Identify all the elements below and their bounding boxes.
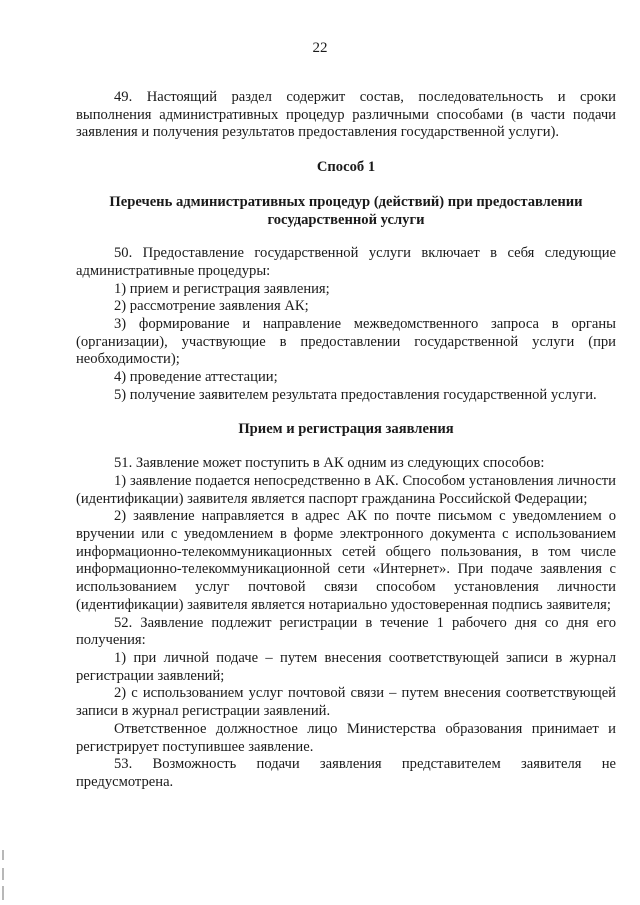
paragraph-50-item-2: 2) рассмотрение заявления АК; [114, 298, 309, 315]
paragraph-50-item-4: 4) проведение аттестации; [114, 369, 278, 386]
paragraph-51-item-1: 1) заявление подается непосредственно в АК. Способом установления личности (идентификации) заявителя является паспорт гражданина Российской Федерации; [76, 472, 616, 507]
paragraph-52-item-2: 2) с использованием услуг почтовой связи – путем внесения соответствующей записи в журнал регистрации заявлений. [76, 685, 616, 720]
paragraph-52: 52. Заявление подлежит регистрации в течение 1 рабочего дня со дня его получения: [76, 614, 616, 649]
scan-edge-mark [2, 868, 4, 880]
section-heading-intake: Прием и регистрация заявления [238, 420, 454, 437]
page-content [76, 89, 616, 792]
paragraph-50: 50. Предоставление государственной услуги включает в себя следующие административные процедуры: [76, 245, 616, 279]
paragraph-49: 49. Настоящий раздел содержит состав, последовательность и сроки выполнения административных процедур различными способами (в части подачи заявления и получения результатов предоставления государственной услуги). [76, 89, 616, 141]
paragraph-53: 53. Возможность подачи заявления представителем заявителя не предусмотрена. [76, 756, 616, 790]
paragraph-50-item-1: 1) прием и регистрация заявления; [114, 280, 330, 297]
paragraph-51: 51. Заявление может поступить в АК одним из следующих способов: [114, 455, 545, 472]
paragraph-52-item-1: 1) при личной подаче – путем внесения соответствующей записи в журнал регистрации заявлений; [76, 649, 616, 684]
paragraph-51-item-2: 2) заявление направляется в адрес АК по почте письмом с уведомлением о вручении или с уведомлением в форме электронного документа с использованием информационно-телекоммуникационных сетей общего пользования, в том числе информационно-телекоммуникационной сети «Интернет». При подаче заявления с использованием услуг почтовой связи способом установления личности (идентификации) заявителя является нотариально удостоверенная подпись заявителя; [76, 508, 616, 613]
scan-edge-mark [2, 850, 4, 860]
procedures-list-heading: Перечень административных процедур (действий) при предоставлении государственной услуги [109, 193, 583, 228]
method-heading: Способ 1 [316, 159, 376, 176]
paragraph-52-note: Ответственное должностное лицо Министерства образования принимает и регистрирует поступившее заявление. [76, 720, 616, 755]
paragraph-50-item-5: 5) получение заявителем результата предоставления государственной услуги. [114, 386, 597, 403]
scan-edge-mark [2, 886, 4, 900]
paragraph-50-item-3: 3) формирование и направление межведомственного запроса в органы (организации), участвующие в предоставлении государственной услуги (при необходимости); [76, 316, 616, 368]
page-number: 22 [312, 40, 328, 56]
